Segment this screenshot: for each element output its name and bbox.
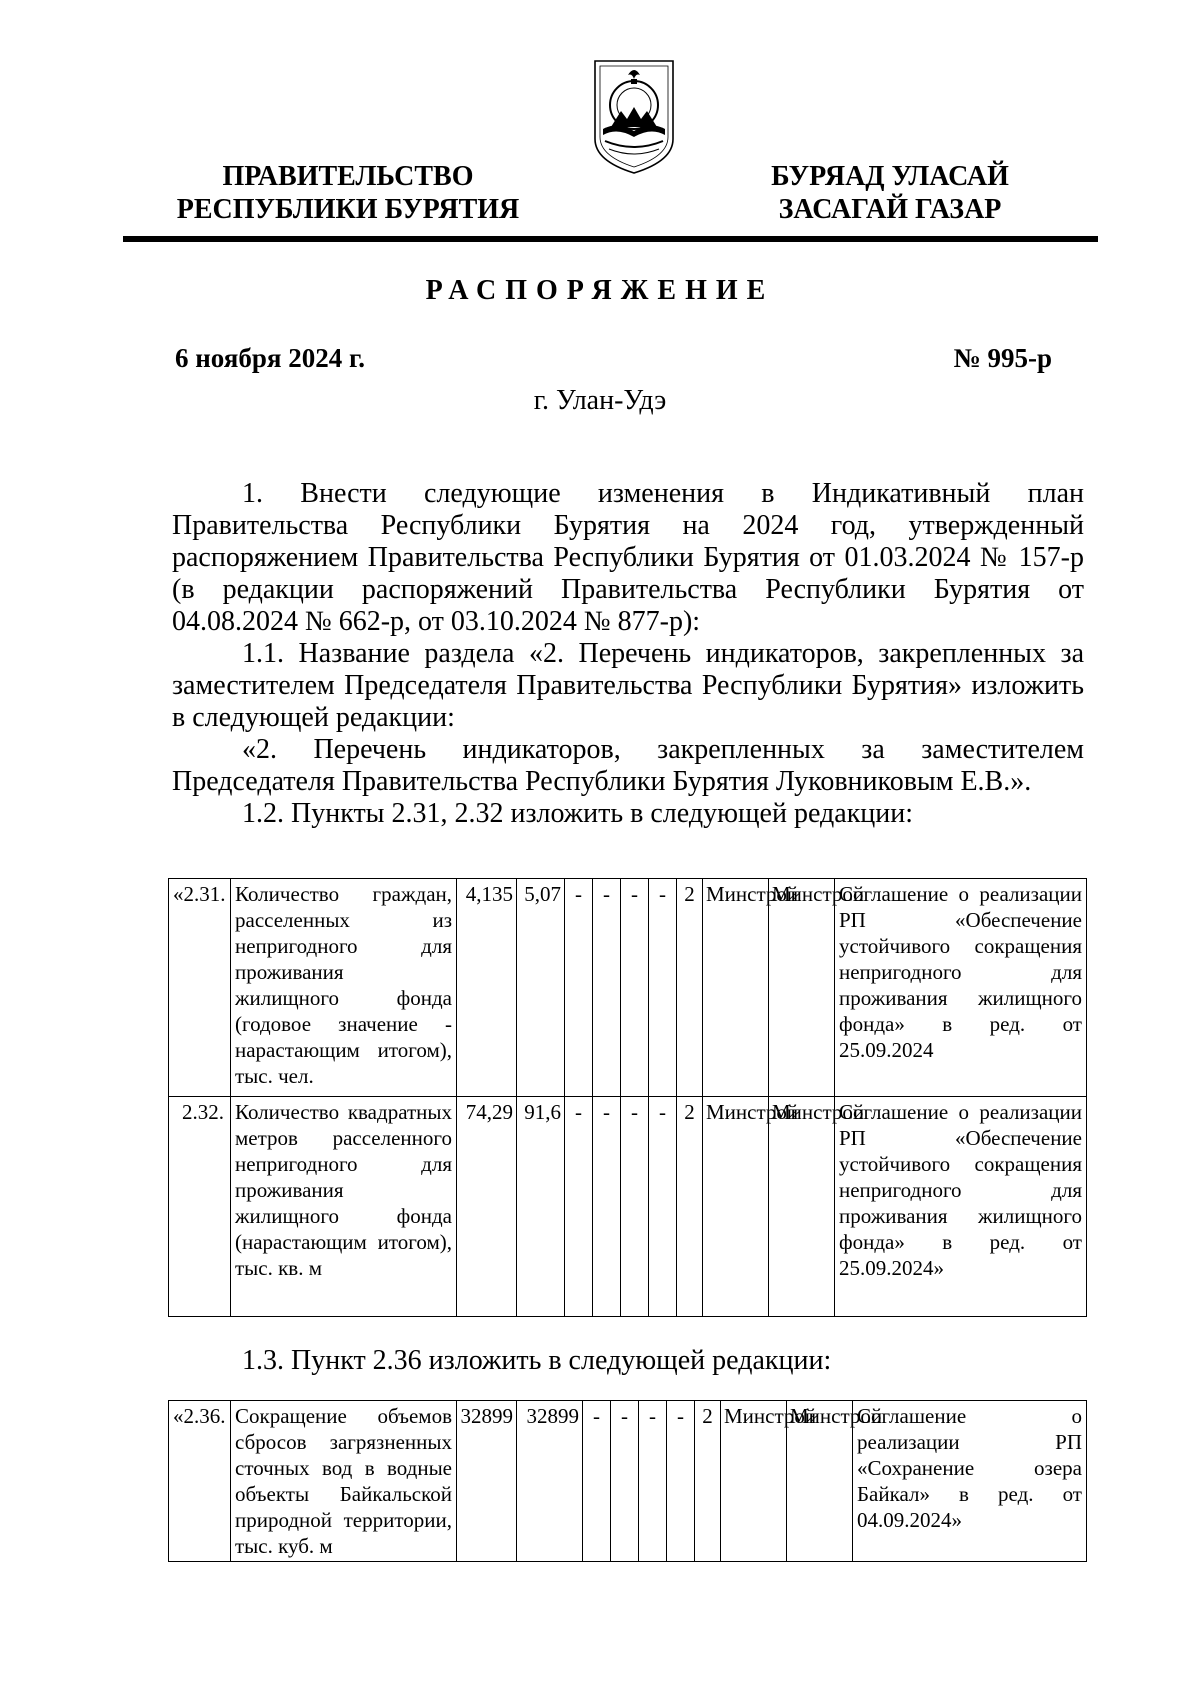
cell-num: «2.36. <box>169 1401 231 1562</box>
document-number: № 995-р <box>953 343 1052 373</box>
header-right-line1: БУРЯАД УЛАСАЙ <box>771 161 1009 192</box>
document-date: 6 ноября 2024 г. <box>175 343 365 373</box>
buryatia-coat-of-arms-icon <box>591 57 677 177</box>
cell-name: Количество граждан, расселенных из непригодного для проживания жилищного фонда (годовое значение - нарастающим итогом), тыс. чел. <box>231 879 457 1097</box>
cell-v2: 5,07 <box>517 879 565 1097</box>
cell-basis: Соглашение о реализации РП «Сохранение озера Байкал» в ред. от 04.09.2024» <box>853 1401 1087 1562</box>
table-row <box>169 879 1087 1097</box>
cell-d4: - <box>649 1097 677 1317</box>
cell-resp1: Минстрой <box>703 1097 769 1317</box>
paragraph-1-3: 1.3. Пункт 2.36 изложить в следующей редакции: <box>242 1345 832 1376</box>
header-left <box>168 160 528 226</box>
cell-resp2: Минстрой <box>769 879 835 1097</box>
cell-d3: - <box>621 1097 649 1317</box>
paragraph-1-2: 1.2. Пункты 2.31, 2.32 изложить в следующей редакции: <box>242 798 914 829</box>
cell-v1: 74,29 <box>457 1097 517 1317</box>
cell-d1: - <box>565 1097 593 1317</box>
cell-d2: - <box>593 879 621 1097</box>
cell-d3: - <box>621 879 649 1097</box>
cell-v1: 32899 <box>457 1401 517 1562</box>
paragraph-1: 1. Внести следующие изменения в Индикативный план Правительства Республики Бурятия на 2024 год, утвержденный распоряжением Правительства Республики Бурятия от 01.03.2024 № 157-р (в редакции распоряжений Правительства Республики Бурятия от 04.08.2024 № 662-р, от 03.10.2024 № 877-р): <box>172 478 1084 637</box>
cell-resp1: Минстрой <box>721 1401 787 1562</box>
paragraph-1-1: 1.1. Название раздела «2. Перечень индикаторов, закрепленных за заместителем Председателя Правительства Республики Бурятия» изложить в следующей редакции: <box>172 638 1084 733</box>
cell-k: 2 <box>677 1097 703 1317</box>
cell-d2: - <box>611 1401 639 1562</box>
cell-name: Количество квадратных метров расселенного непригодного для проживания жилищного фонда (нарастающим итогом), тыс. кв. м <box>231 1097 457 1317</box>
header-right <box>720 160 1060 226</box>
cell-resp1: Минстрой <box>703 879 769 1097</box>
cell-num: «2.31. <box>169 879 231 1097</box>
header-divider <box>123 236 1098 242</box>
header-right-line2: ЗАСАГАЙ ГАЗАР <box>778 194 1002 225</box>
document-title: РАСПОРЯЖЕНИЕ <box>425 275 775 306</box>
cell-d4: - <box>667 1401 695 1562</box>
table-row <box>169 1097 1087 1317</box>
cell-resp2: Минстрой <box>787 1401 853 1562</box>
cell-name: Сокращение объемов сбросов загрязненных сточных вод в водные объекты Байкальской природной территории, тыс. куб. м <box>231 1401 457 1562</box>
document-city: г. Улан-Удэ <box>533 385 667 416</box>
indicators-table-1 <box>168 878 1087 1317</box>
cell-d1: - <box>583 1401 611 1562</box>
cell-d2: - <box>593 1097 621 1317</box>
cell-d4: - <box>649 879 677 1097</box>
header-left-line1: ПРАВИТЕЛЬСТВО <box>222 161 474 192</box>
cell-num: 2.32. <box>169 1097 231 1317</box>
cell-v2: 32899 <box>517 1401 583 1562</box>
cell-v1: 4,135 <box>457 879 517 1097</box>
indicators-table-2 <box>168 1400 1087 1562</box>
cell-basis: Соглашение о реализации РП «Обеспечение устойчивого сокращения непригодного для проживания жилищного фонда» в ред. от 25.09.2024» <box>835 1097 1087 1317</box>
cell-d1: - <box>565 879 593 1097</box>
cell-k: 2 <box>695 1401 721 1562</box>
cell-d3: - <box>639 1401 667 1562</box>
cell-resp2: Минстрой <box>769 1097 835 1317</box>
header-left-line2: РЕСПУБЛИКИ БУРЯТИЯ <box>176 194 520 225</box>
body-text <box>172 478 1084 830</box>
paragraph-section-title: «2. Перечень индикаторов, закрепленных за заместителем Председателя Правительства Республики Бурятия Луковниковым Е.В.». <box>172 734 1084 797</box>
cell-k: 2 <box>677 879 703 1097</box>
cell-basis: Соглашение о реализации РП «Обеспечение устойчивого сокращения непригодного для проживания жилищного фонда» в ред. от 25.09.2024 <box>835 879 1087 1097</box>
cell-v2: 91,6 <box>517 1097 565 1317</box>
table-row <box>169 1401 1087 1562</box>
